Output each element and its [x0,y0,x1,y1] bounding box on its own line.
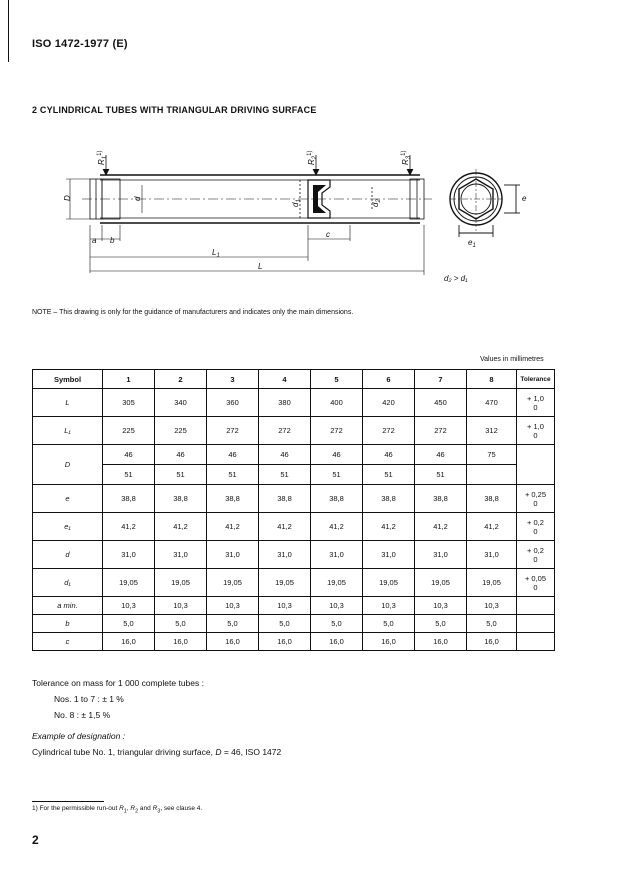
footnote: 1) For the permissible run-out $R_1$, $R_2$ and $R_3$, see clause 4. [32,805,203,815]
table-cell: 46 [259,445,311,465]
row-symbol: d [33,541,103,569]
table-cell: 470 [467,389,517,417]
table-cell: 19,05 [467,569,517,597]
table-cell: 5,0 [155,615,207,633]
label-R1: $R_1^{1)}$ [97,150,108,165]
table-cell: 19,05 [155,569,207,597]
row-symbol: a min. [33,597,103,615]
table-row [33,485,555,513]
table-cell: 46 [155,445,207,465]
label-b: b [110,236,115,245]
table-cell: 51 [259,465,311,485]
table-cell: 41,2 [363,513,415,541]
table-row [33,541,555,569]
tolerance-lower: 0 [533,430,538,440]
document-code: ISO 1472-1977 (E) [32,38,128,50]
col-2: 2 [155,370,207,389]
table-cell: 38,8 [467,485,517,513]
table-cell: 5,0 [259,615,311,633]
tolerance-upper: + 0,2 [527,545,544,555]
table-cell: 10,3 [467,597,517,615]
end-view [450,169,520,237]
col-7: 7 [415,370,467,389]
label-D: D [63,195,72,201]
tolerance-cell [517,389,555,417]
table-cell: 51 [311,465,363,485]
col-tolerance: Tolerance [517,370,555,389]
label-R3: $R_3^{1)}$ [401,150,412,165]
dimensions-table [32,369,555,651]
table-row [33,597,555,615]
col-6: 6 [363,370,415,389]
table-cell: 10,3 [103,597,155,615]
row-symbol: e [33,485,103,513]
table-cell: 41,2 [103,513,155,541]
example-text: Cylindrical tube No. 1, triangular driving surface, D = 46, ISO 1472 [32,747,282,757]
drawing-note: NOTE – This drawing is only for the guidance of manufacturers and indicates only the main dimensions. [32,309,354,316]
row-symbol: b [33,615,103,633]
table-cell: 31,0 [415,541,467,569]
table-cell: 10,3 [311,597,363,615]
col-symbol: Symbol [33,370,103,389]
table-cell: 31,0 [467,541,517,569]
table-cell [467,465,517,485]
table-header-row [33,370,555,389]
table-cell: 46 [311,445,363,465]
table-cell: 16,0 [363,633,415,651]
table-cell: 38,8 [155,485,207,513]
table-cell: 16,0 [415,633,467,651]
table-cell: 450 [415,389,467,417]
tolerance-cell [517,569,555,597]
label-d1: $d_1$ [291,199,302,207]
row-symbol: L [33,389,103,417]
row-symbol: e₁ [33,513,103,541]
tolerance-upper: + 0,05 [524,573,547,583]
table-cell: 19,05 [311,569,363,597]
table-cell: 380 [259,389,311,417]
footnote-separator [32,801,104,802]
label-d2: $d_2$ [371,199,382,207]
label-d: d [133,196,142,201]
table-cell: 46 [207,445,259,465]
tolerance-lower: 0 [533,554,538,564]
table-cell: 272 [207,417,259,445]
table-cell: 38,8 [311,485,363,513]
tolerance-lower: 0 [533,582,538,592]
table-cell: 46 [103,445,155,465]
label-e1: $e_1$ [468,238,476,249]
example-title: Example of designation : [32,731,126,741]
table-cell: 31,0 [103,541,155,569]
table-row [33,569,555,597]
table-cell: 10,3 [415,597,467,615]
table-cell: 41,2 [259,513,311,541]
tolerance-cell [517,633,555,651]
table-cell: 51 [207,465,259,485]
table-cell: 38,8 [103,485,155,513]
table-cell: 19,05 [415,569,467,597]
table-cell: 41,2 [311,513,363,541]
tolerance-upper: + 1,0 [527,421,544,431]
tolerance-upper: + 0,2 [527,517,544,527]
table-cell: 46 [415,445,467,465]
table-cell: 31,0 [259,541,311,569]
table-cell: 75 [467,445,517,465]
table-cell: 51 [103,465,155,485]
table-cell: 360 [207,389,259,417]
tube-drawing [60,135,540,285]
table-cell: 5,0 [207,615,259,633]
table-cell: 16,0 [311,633,363,651]
section-title: 2 CYLINDRICAL TUBES WITH TRIANGULAR DRIVING SURFACE [32,105,317,115]
table-cell: 31,0 [311,541,363,569]
tolerance-lower: 0 [533,526,538,536]
col-8: 8 [467,370,517,389]
tolerance-cell [517,485,555,513]
tolerance-upper: + 0,25 [524,489,547,499]
table-cell: 51 [415,465,467,485]
row-symbol: L₁ [33,417,103,445]
table-cell: 19,05 [207,569,259,597]
tolerance-lower: 0 [533,498,538,508]
table-cell: 225 [103,417,155,445]
table-cell: 19,05 [259,569,311,597]
table-caption: Values in millimetres [480,356,544,363]
mass-line-2: No. 8 : ± 1,5 % [54,710,111,720]
tolerance-cell [517,541,555,569]
tolerance-cell [517,417,555,445]
table-cell: 31,0 [207,541,259,569]
table-cell: 5,0 [103,615,155,633]
col-3: 3 [207,370,259,389]
table-cell: 272 [363,417,415,445]
mass-title: Tolerance on mass for 1 000 complete tubes : [32,678,204,688]
row-symbol: c [33,633,103,651]
table-row [33,615,555,633]
table-cell: 41,2 [207,513,259,541]
col-1: 1 [103,370,155,389]
table-cell: 51 [155,465,207,485]
label-e: e [522,194,527,203]
table-cell: 5,0 [311,615,363,633]
runout-markers [103,155,413,175]
col-4: 4 [259,370,311,389]
table-cell: 16,0 [103,633,155,651]
table-cell: 51 [363,465,415,485]
table-cell: 31,0 [155,541,207,569]
table-cell: 16,0 [207,633,259,651]
label-R2: $R_2^{1)}$ [307,150,318,165]
tolerance-cell [517,597,555,615]
table-cell: 272 [415,417,467,445]
label-L: L [258,262,263,271]
tolerance-lower: 0 [533,402,538,412]
table-cell: 10,3 [259,597,311,615]
table-cell: 38,8 [415,485,467,513]
table-cell: 46 [363,445,415,465]
table-cell: 38,8 [259,485,311,513]
mass-line-1: Nos. 1 to 7 : ± 1 % [54,694,124,704]
table-row [33,633,555,651]
table-cell: 38,8 [207,485,259,513]
tolerance-cell [517,513,555,541]
table-cell: 16,0 [155,633,207,651]
label-condition: d₂ > d₁ [444,274,468,283]
table-cell: 5,0 [467,615,517,633]
table-cell: 305 [103,389,155,417]
table-cell: 16,0 [259,633,311,651]
table-row [33,389,555,417]
tolerance-cell [517,615,555,633]
table-cell: 10,3 [155,597,207,615]
table-cell: 16,0 [467,633,517,651]
table-cell: 5,0 [363,615,415,633]
row-symbol: D [33,445,103,485]
table-cell: 41,2 [467,513,517,541]
table-cell: 41,2 [415,513,467,541]
table-cell: 41,2 [155,513,207,541]
table-cell: 19,05 [363,569,415,597]
table-row [33,513,555,541]
table-cell: 10,3 [207,597,259,615]
table-cell: 340 [155,389,207,417]
label-c: c [326,230,330,239]
table-row [33,417,555,445]
table-cell: 272 [311,417,363,445]
row-symbol: d₁ [33,569,103,597]
table-cell: 312 [467,417,517,445]
table-cell: 19,05 [103,569,155,597]
scan-edge-line [8,0,9,62]
table-cell: 10,3 [363,597,415,615]
table-row [33,445,555,465]
tolerance-cell [517,445,555,485]
label-a: a [92,236,97,245]
col-5: 5 [311,370,363,389]
label-L1: $L_1$ [212,248,220,259]
page-number: 2 [32,833,39,847]
table-cell: 38,8 [363,485,415,513]
table-cell: 31,0 [363,541,415,569]
table-cell: 400 [311,389,363,417]
table-cell: 225 [155,417,207,445]
tolerance-upper: + 1,0 [527,393,544,403]
table-row [33,465,555,485]
table-cell: 5,0 [415,615,467,633]
table-cell: 420 [363,389,415,417]
table-cell: 272 [259,417,311,445]
